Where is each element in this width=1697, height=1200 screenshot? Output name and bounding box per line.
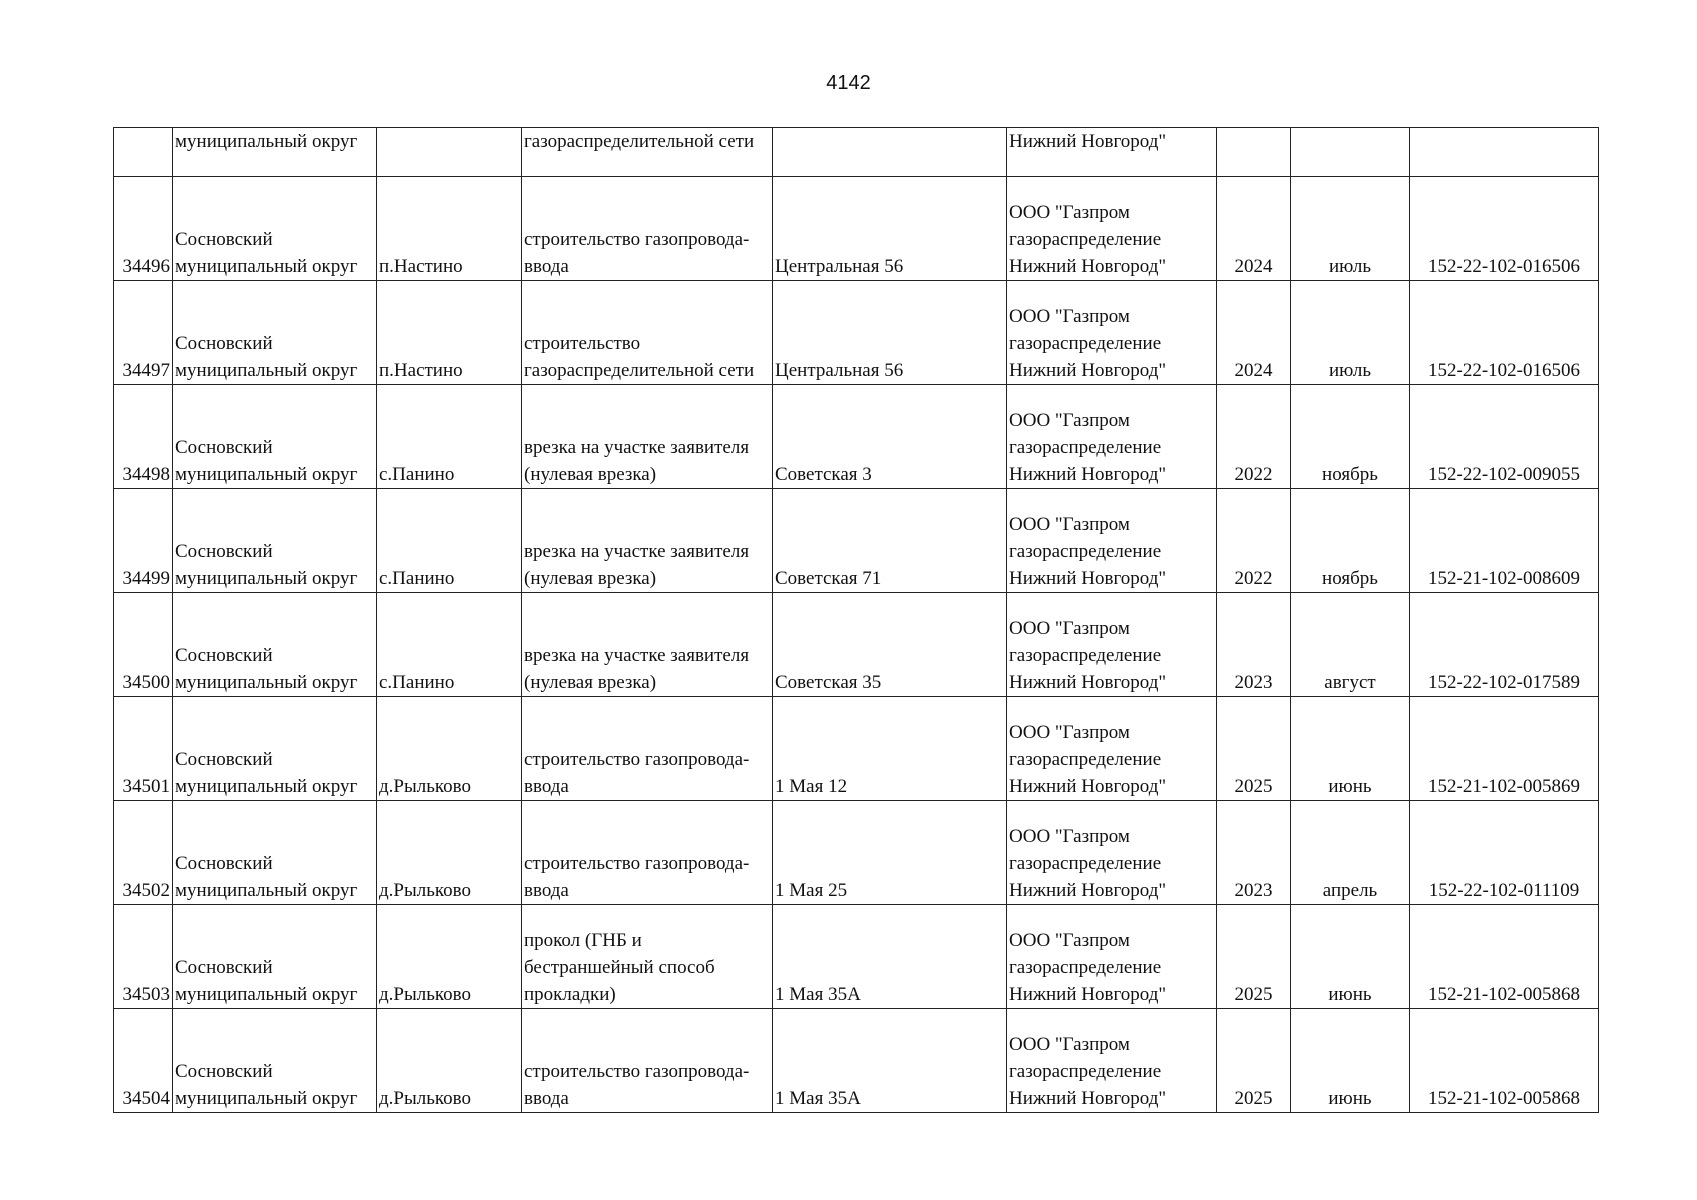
table-row <box>114 281 1599 385</box>
cell-work <box>522 281 773 385</box>
cell-year: 2023 <box>1217 801 1291 905</box>
cell-num: 34496 <box>114 177 173 281</box>
cell-work-line: ввода <box>524 880 569 901</box>
cell-work-line: строительство газопровода- <box>524 749 750 770</box>
cell-work <box>522 697 773 801</box>
cell-settlement: с.Панино <box>377 489 522 593</box>
cell-district-line: Сосновский <box>175 749 273 770</box>
cell-district-line: Сосновский <box>175 333 273 354</box>
cell-district-line: Сосновский <box>175 853 273 874</box>
cell-work-line: (нулевая врезка) <box>524 568 657 589</box>
table-body <box>114 128 1599 1113</box>
cell-district-line: Сосновский <box>175 541 273 562</box>
cell-work-line: строительство газопровода- <box>524 1061 750 1082</box>
cell-work-line: прокол (ГНБ и <box>524 930 642 951</box>
cell-year <box>1217 128 1291 177</box>
cell-work <box>522 489 773 593</box>
cell-address <box>773 128 1007 177</box>
cell-org <box>1007 905 1217 1009</box>
cell-address: 1 Мая 35А <box>773 1009 1007 1113</box>
cell-month <box>1291 128 1410 177</box>
cell-org <box>1007 1009 1217 1113</box>
cell-org <box>1007 593 1217 697</box>
cell-work: газораспределительной сети <box>522 128 773 177</box>
cell-address: 1 Мая 12 <box>773 697 1007 801</box>
cell-district <box>173 489 377 593</box>
cell-work-line: бестраншейный способ <box>524 957 715 978</box>
cell-settlement: д.Рыльково <box>377 905 522 1009</box>
cell-district-line: муниципальный округ <box>175 880 358 901</box>
cell-org-line: Нижний Новгород" <box>1009 464 1167 485</box>
cell-settlement <box>377 128 522 177</box>
cell-district <box>173 905 377 1009</box>
cell-address: Центральная 56 <box>773 177 1007 281</box>
cell-month: апрель <box>1291 801 1410 905</box>
cell-work-line: газораспределительной сети <box>524 360 755 381</box>
cell-month: июнь <box>1291 1009 1410 1113</box>
cell-work-line: прокладки) <box>524 984 616 1005</box>
cell-work <box>522 801 773 905</box>
table-row <box>114 801 1599 905</box>
cell-num: 34504 <box>114 1009 173 1113</box>
cell-district-line: Сосновский <box>175 957 273 978</box>
cell-month: июль <box>1291 177 1410 281</box>
cell-org-line: газораспределение <box>1009 853 1162 874</box>
cell-num: 34502 <box>114 801 173 905</box>
cell-district-line: муниципальный округ <box>175 776 358 797</box>
cell-org-line: ООО "Газпром <box>1009 826 1130 847</box>
cell-work-line: строительство <box>524 333 641 354</box>
cell-code: 152-21-102-005869 <box>1410 697 1599 801</box>
cell-district-line: муниципальный округ <box>175 984 358 1005</box>
cell-org-line: Нижний Новгород" <box>1009 984 1167 1005</box>
cell-year: 2022 <box>1217 489 1291 593</box>
cell-code: 152-22-102-011109 <box>1410 801 1599 905</box>
cell-month: июль <box>1291 281 1410 385</box>
cell-code: 152-21-102-005868 <box>1410 905 1599 1009</box>
cell-month: июнь <box>1291 697 1410 801</box>
cell-settlement: с.Панино <box>377 593 522 697</box>
table-row <box>114 1009 1599 1113</box>
cell-address: Центральная 56 <box>773 281 1007 385</box>
cell-org: Нижний Новгород" <box>1007 128 1217 177</box>
cell-org-line: газораспределение <box>1009 957 1162 978</box>
cell-num <box>114 128 173 177</box>
cell-org-line: Нижний Новгород" <box>1009 360 1167 381</box>
cell-work-line: (нулевая врезка) <box>524 672 657 693</box>
cell-work <box>522 177 773 281</box>
cell-org <box>1007 801 1217 905</box>
cell-work-line: врезка на участке заявителя <box>524 437 750 458</box>
cell-org-line: ООО "Газпром <box>1009 722 1130 743</box>
cell-district-line: Сосновский <box>175 437 273 458</box>
cell-code: 152-21-102-008609 <box>1410 489 1599 593</box>
cell-district <box>173 281 377 385</box>
cell-org-line: Нижний Новгород" <box>1009 880 1167 901</box>
cell-work-line: ввода <box>524 776 569 797</box>
cell-code <box>1410 128 1599 177</box>
cell-org <box>1007 697 1217 801</box>
cell-district <box>173 697 377 801</box>
cell-org-line: Нижний Новгород" <box>1009 776 1167 797</box>
cell-num: 34499 <box>114 489 173 593</box>
cell-org <box>1007 177 1217 281</box>
table-row <box>114 177 1599 281</box>
cell-work-line: ввода <box>524 1088 569 1109</box>
cell-district-line: Сосновский <box>175 1061 273 1082</box>
cell-org <box>1007 489 1217 593</box>
cell-org-line: ООО "Газпром <box>1009 618 1130 639</box>
cell-settlement: д.Рыльково <box>377 801 522 905</box>
table-row <box>114 593 1599 697</box>
cell-month: ноябрь <box>1291 385 1410 489</box>
cell-org-line: газораспределение <box>1009 229 1162 250</box>
page-number: 4142 <box>826 72 871 94</box>
cell-settlement: с.Панино <box>377 385 522 489</box>
cell-year: 2023 <box>1217 593 1291 697</box>
cell-district-line: муниципальный округ <box>175 1088 358 1109</box>
cell-settlement: д.Рыльково <box>377 1009 522 1113</box>
cell-district <box>173 593 377 697</box>
cell-year: 2025 <box>1217 905 1291 1009</box>
cell-work <box>522 593 773 697</box>
cell-org-line: газораспределение <box>1009 749 1162 770</box>
cell-month: август <box>1291 593 1410 697</box>
cell-org-line: Нижний Новгород" <box>1009 256 1167 277</box>
cell-address: 1 Мая 25 <box>773 801 1007 905</box>
cell-org-line: ООО "Газпром <box>1009 410 1130 431</box>
cell-code: 152-22-102-017589 <box>1410 593 1599 697</box>
cell-num: 34498 <box>114 385 173 489</box>
cell-work <box>522 1009 773 1113</box>
table-row <box>114 385 1599 489</box>
cell-num: 34503 <box>114 905 173 1009</box>
cell-code: 152-21-102-005868 <box>1410 1009 1599 1113</box>
cell-work-line: ввода <box>524 256 569 277</box>
cell-work <box>522 905 773 1009</box>
cell-month: июнь <box>1291 905 1410 1009</box>
cell-org-line: ООО "Газпром <box>1009 202 1130 223</box>
cell-year: 2024 <box>1217 281 1291 385</box>
cell-org-line: газораспределение <box>1009 1061 1162 1082</box>
cell-work-line: врезка на участке заявителя <box>524 645 750 666</box>
cell-num: 34500 <box>114 593 173 697</box>
cell-settlement: д.Рыльково <box>377 697 522 801</box>
cell-code: 152-22-102-016506 <box>1410 281 1599 385</box>
cell-org-line: ООО "Газпром <box>1009 930 1130 951</box>
cell-org-line: ООО "Газпром <box>1009 306 1130 327</box>
table-row-continued <box>114 128 1599 177</box>
cell-district: муниципальный округ <box>173 128 377 177</box>
cell-year: 2024 <box>1217 177 1291 281</box>
cell-address: Советская 71 <box>773 489 1007 593</box>
cell-num: 34497 <box>114 281 173 385</box>
cell-district-line: муниципальный округ <box>175 464 358 485</box>
cell-org-line: Нижний Новгород" <box>1009 1088 1167 1109</box>
cell-work-line: врезка на участке заявителя <box>524 541 750 562</box>
cell-num: 34501 <box>114 697 173 801</box>
registry-table <box>113 127 1599 1113</box>
cell-address: 1 Мая 35А <box>773 905 1007 1009</box>
cell-org-line: Нижний Новгород" <box>1009 568 1167 589</box>
cell-org-line: газораспределение <box>1009 645 1162 666</box>
table-row <box>114 697 1599 801</box>
cell-work-line: строительство газопровода- <box>524 229 750 250</box>
cell-org-line: газораспределение <box>1009 541 1162 562</box>
cell-code: 152-22-102-016506 <box>1410 177 1599 281</box>
cell-settlement: п.Настино <box>377 281 522 385</box>
cell-address: Советская 3 <box>773 385 1007 489</box>
cell-district-line: муниципальный округ <box>175 568 358 589</box>
cell-district-line: Сосновский <box>175 229 273 250</box>
cell-work-line: строительство газопровода- <box>524 853 750 874</box>
cell-district <box>173 385 377 489</box>
cell-district <box>173 177 377 281</box>
cell-org-line: ООО "Газпром <box>1009 514 1130 535</box>
cell-year: 2025 <box>1217 1009 1291 1113</box>
cell-org-line: газораспределение <box>1009 333 1162 354</box>
cell-org <box>1007 281 1217 385</box>
table-row <box>114 905 1599 1009</box>
cell-address: Советская 35 <box>773 593 1007 697</box>
cell-district <box>173 801 377 905</box>
cell-district-line: муниципальный округ <box>175 256 358 277</box>
cell-year: 2025 <box>1217 697 1291 801</box>
cell-org <box>1007 385 1217 489</box>
cell-code: 152-22-102-009055 <box>1410 385 1599 489</box>
cell-district <box>173 1009 377 1113</box>
cell-settlement: п.Настино <box>377 177 522 281</box>
cell-year: 2022 <box>1217 385 1291 489</box>
cell-work <box>522 385 773 489</box>
cell-org-line: ООО "Газпром <box>1009 1034 1130 1055</box>
cell-org-line: газораспределение <box>1009 437 1162 458</box>
cell-month: ноябрь <box>1291 489 1410 593</box>
cell-district-line: муниципальный округ <box>175 672 358 693</box>
cell-work-line: (нулевая врезка) <box>524 464 657 485</box>
cell-org-line: Нижний Новгород" <box>1009 672 1167 693</box>
cell-district-line: муниципальный округ <box>175 360 358 381</box>
table-row <box>114 489 1599 593</box>
cell-district-line: Сосновский <box>175 645 273 666</box>
